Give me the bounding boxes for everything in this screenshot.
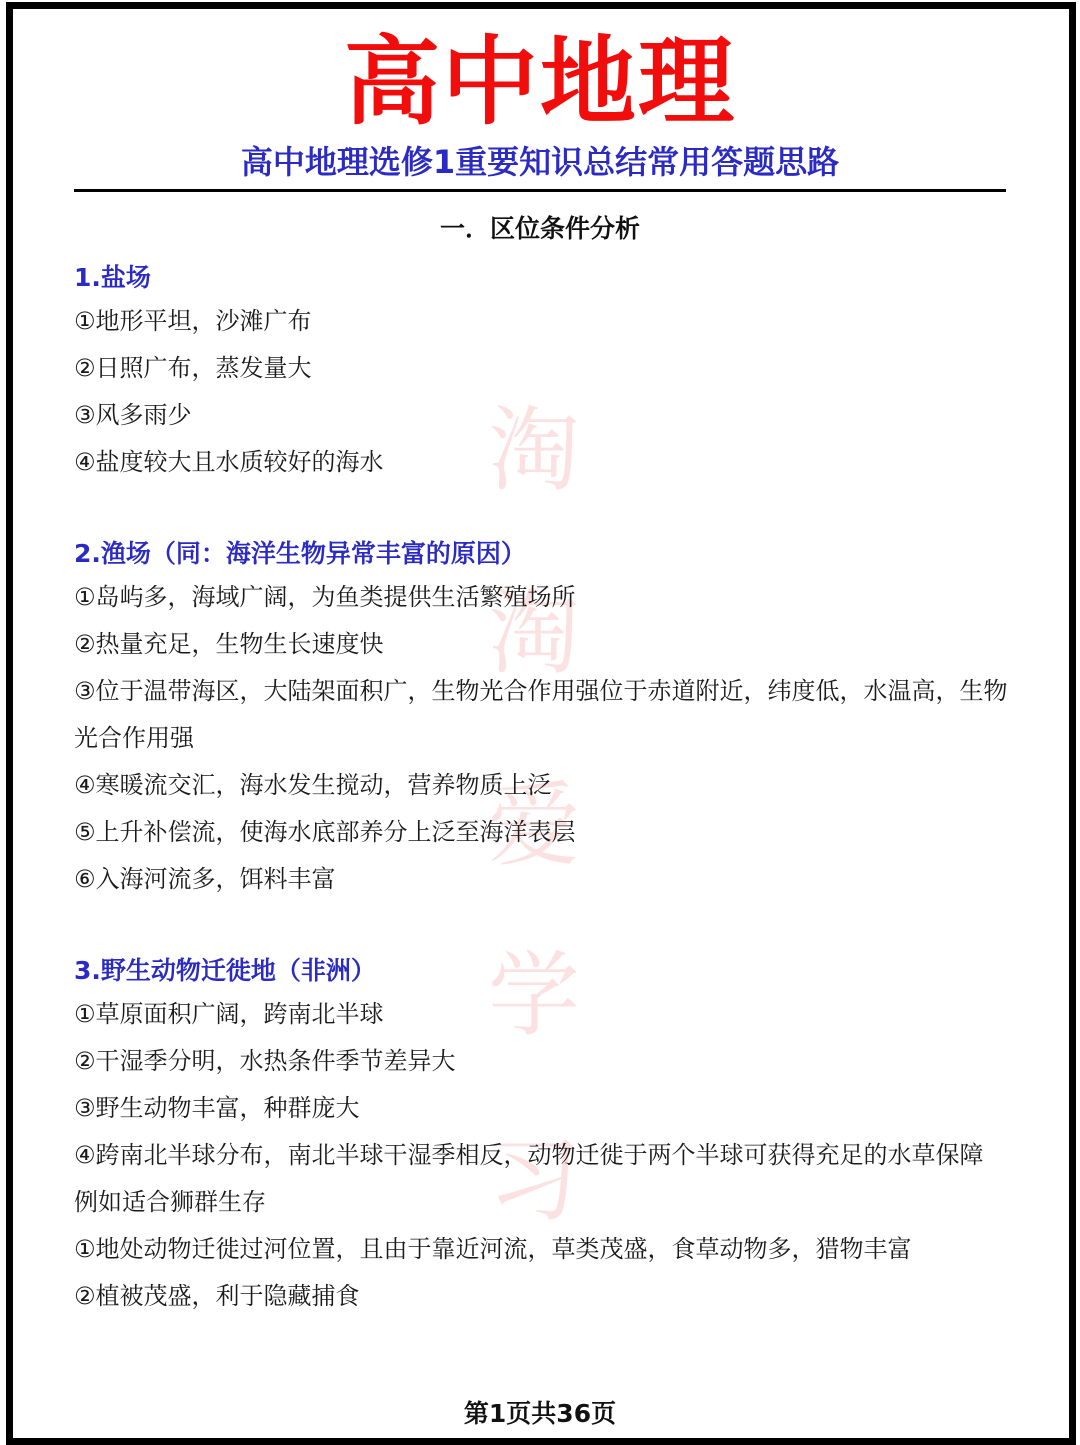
watermark-char: 淘	[488, 397, 581, 504]
spacer	[74, 486, 1019, 534]
list-item: ②日照广布，蒸发量大	[74, 354, 312, 382]
list-item: ②植被茂盛，利于隐藏捕食	[74, 1282, 360, 1310]
list-item: ③风多雨少	[74, 401, 192, 429]
page-subtitle: 高中地理选修1重要知识总结常用答题思路	[240, 143, 840, 181]
list-item: ①岛屿多，海域广阔，为鱼类提供生活繁殖场所	[74, 583, 576, 611]
spacer	[74, 903, 1019, 951]
list-item: ④盐度较大且水质较好的海水	[74, 448, 384, 476]
content-body	[74, 258, 1019, 1320]
list-item: ④跨南北半球分布，南北半球干湿季相反，动物迁徙于两个半球可获得充足的水草保障	[74, 1141, 984, 1169]
list-item: ④寒暖流交汇，海水发生搅动，营养物质上泛	[74, 771, 552, 799]
list-item: ③野生动物丰富，种群庞大	[74, 1094, 360, 1122]
subsection-heading: 1.盐场	[74, 263, 151, 292]
section-heading: 一．区位条件分析	[439, 214, 640, 243]
subsection-heading: 3.野生动物迁徙地（非洲）	[74, 956, 376, 985]
page-number: 第1页共36页	[463, 1399, 617, 1428]
page-title: 高中地理	[344, 26, 736, 138]
section-fishery	[74, 534, 1019, 903]
watermark-char: 学	[488, 942, 581, 1049]
watermark-char: 淘	[488, 580, 581, 687]
list-item: ①地处动物迁徙过河位置，且由于靠近河流，草类茂盛，食草动物多，猎物丰富	[74, 1235, 912, 1263]
list-item: ⑥入海河流多，饵料丰富	[74, 865, 336, 893]
watermark-char: 习	[488, 1127, 581, 1234]
list-item: ①地形平坦，沙滩广布	[74, 307, 312, 335]
list-item: ①草原面积广阔，跨南北半球	[74, 1000, 384, 1028]
section-salt-field	[74, 258, 1019, 486]
watermark-char: 爱	[488, 772, 581, 879]
list-item: ②热量充足，生物生长速度快	[74, 630, 384, 658]
section-wildlife-migration	[74, 942, 1019, 1320]
list-item: ③位于温带海区，大陆架面积广，生物光合作用强位于赤道附近，纬度低，水温高，生物光合作用强	[74, 677, 1008, 752]
list-item: ②干湿季分明，水热条件季节差异大	[74, 1047, 456, 1075]
subsection-heading: 2.渔场（同：海洋生物异常丰富的原因）	[74, 539, 526, 568]
title-divider	[74, 189, 1006, 192]
list-item: 例如适合狮群生存	[74, 1188, 266, 1216]
list-item: ⑤上升补偿流，使海水底部养分上泛至海洋表层	[74, 818, 576, 846]
